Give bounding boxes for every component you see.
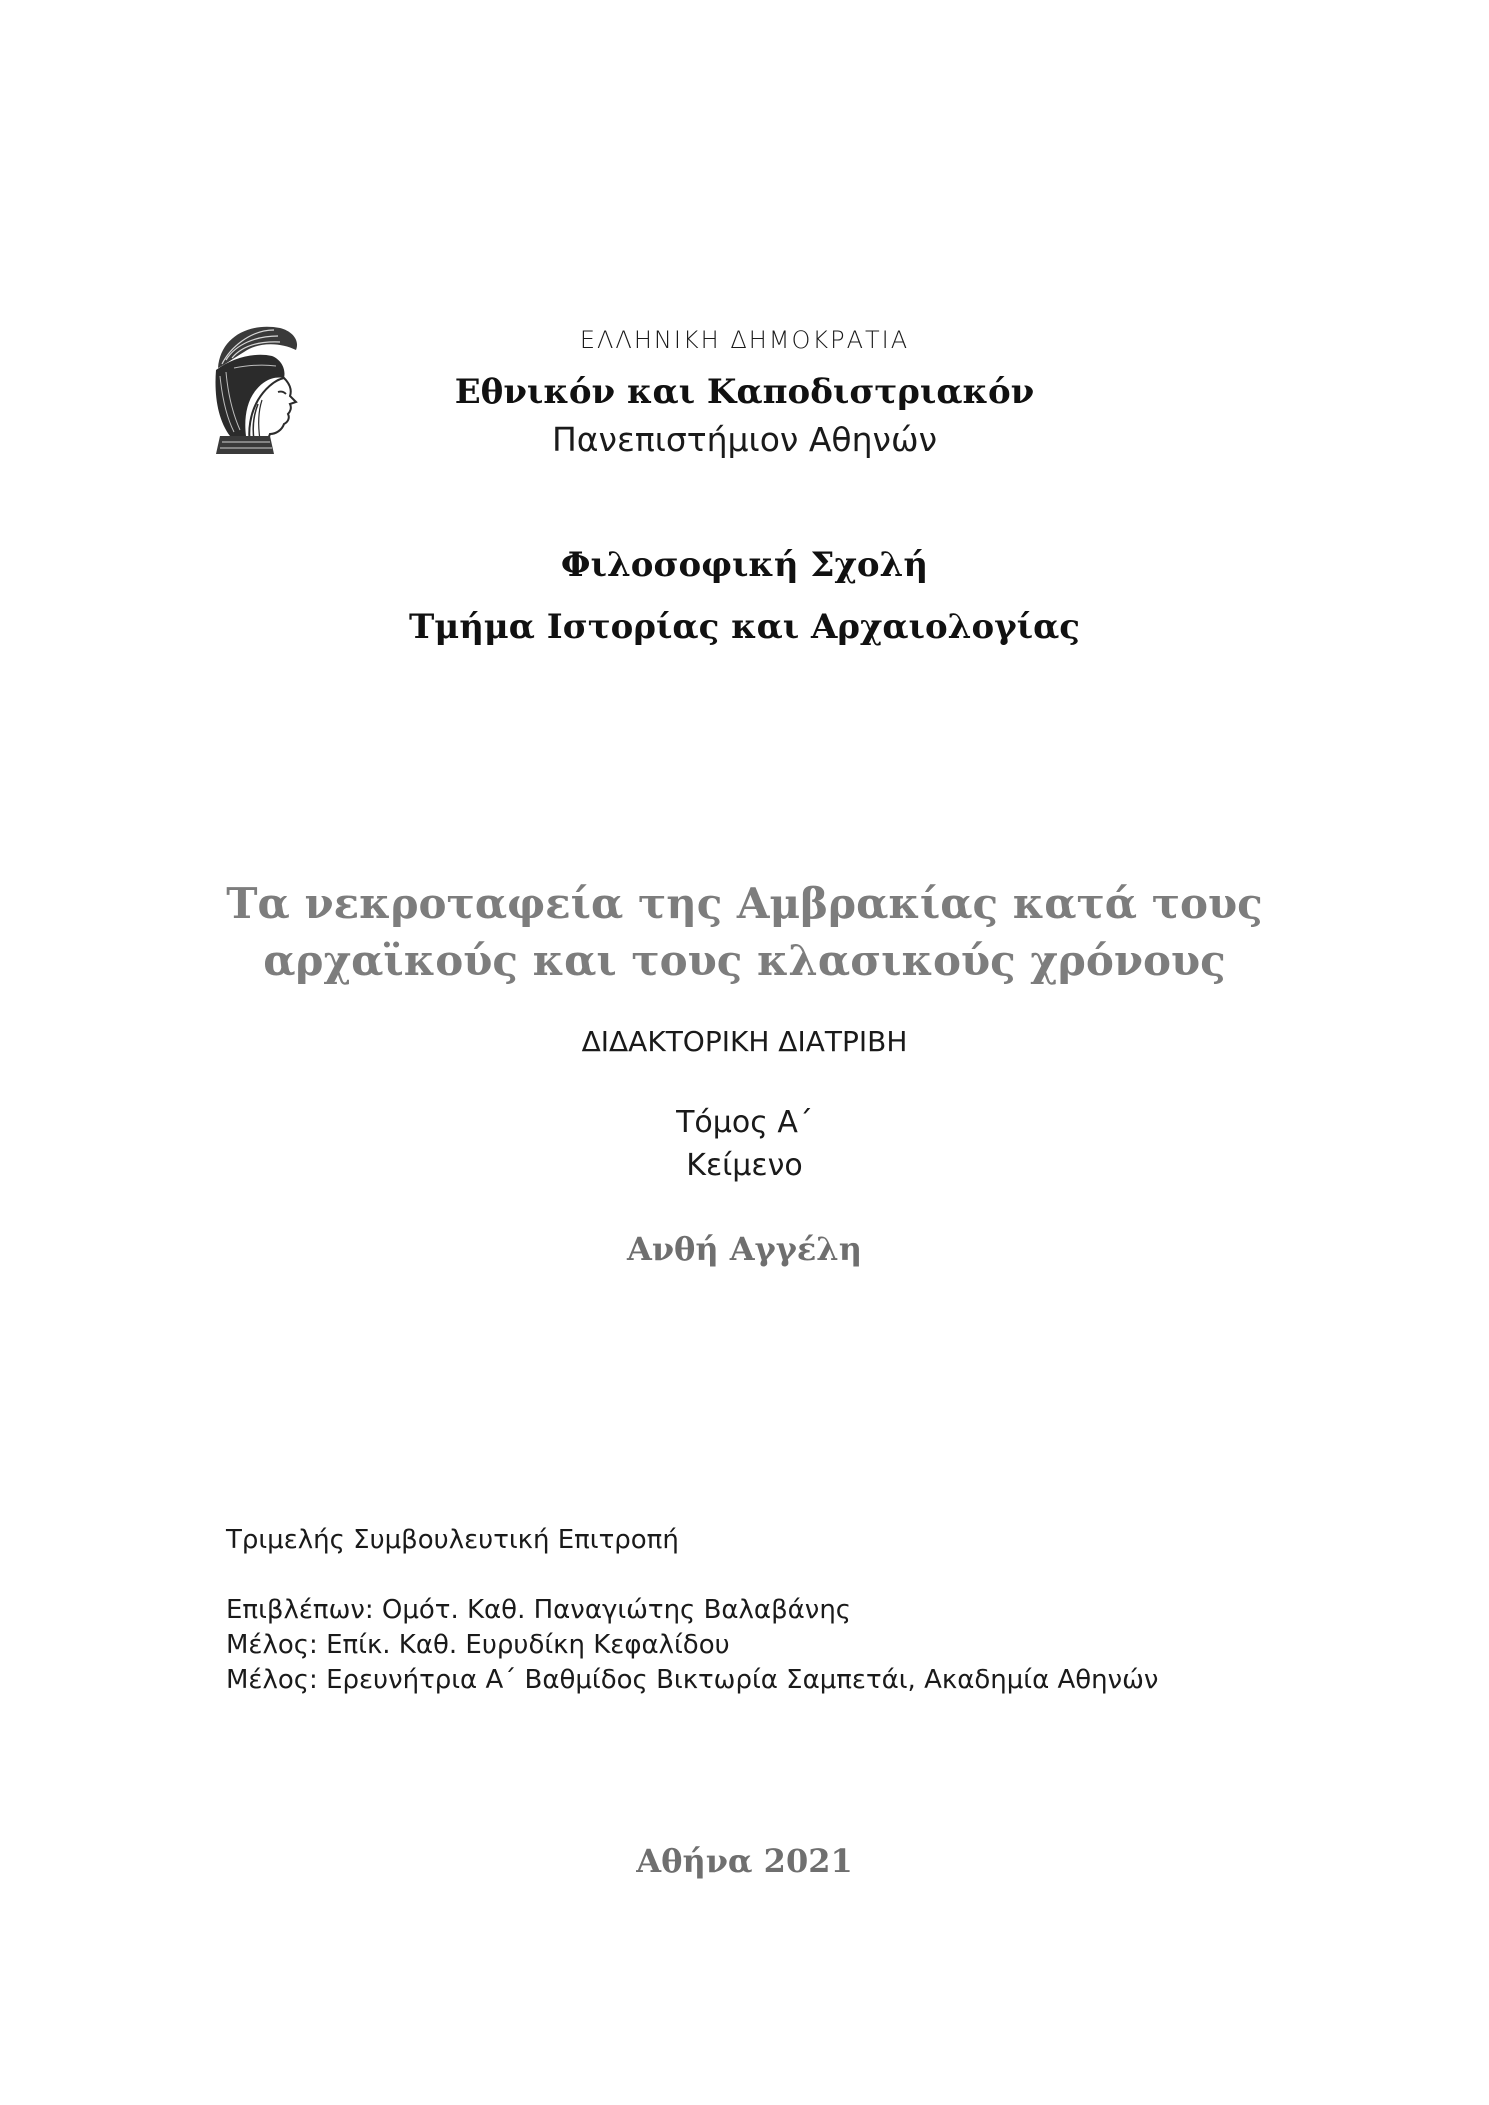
school-name: Φιλοσοφική Σχολή (560, 545, 929, 585)
committee-heading: Τριμελής Συμβουλευτική Επιτροπή (226, 1525, 679, 1555)
committee-member: Επιβλέπων: Ομότ. Καθ. Παναγιώτης Βαλαβάνης (226, 1595, 852, 1625)
committee-member: Μέλος: Επίκ. Καθ. Ευρυδίκη Κεφαλίδου (226, 1630, 730, 1660)
country-name: ΕΛΛΗΝΙΚΗ ΔΗΜΟΚΡΑΤΙΑ (579, 326, 910, 354)
thesis-title (0, 875, 1489, 989)
place-year: Αθήνα 2021 (636, 1842, 853, 1880)
university-city: Πανεπιστήμιον Αθηνών (551, 420, 938, 459)
content-label: Κείμενο (686, 1148, 803, 1183)
author-name: Ανθή Αγγέλη (626, 1230, 862, 1268)
volume-label: Τόμος Α΄ (676, 1105, 813, 1140)
thesis-type: ΔΙΔΑΚΤΟΡΙΚΗ ΔΙΑΤΡΙΒΗ (581, 1025, 908, 1058)
thesis-title-line-2: αρχαϊκούς και τους κλασικούς χρόνους (263, 936, 1226, 985)
thesis-title-line-1: Τα νεκροταφεία της Αμβρακίας κατά τους (226, 879, 1263, 928)
committee-member: Μέλος: Ερευνήτρια Α΄ Βαθμίδος Βικτωρία Σαμπετάι, Ακαδημία Αθηνών (226, 1665, 1159, 1695)
department-name: Τμήμα Ιστορίας και Αρχαιολογίας (409, 607, 1080, 647)
university-name: Εθνικόν και Καποδιστριακόν (454, 372, 1035, 412)
